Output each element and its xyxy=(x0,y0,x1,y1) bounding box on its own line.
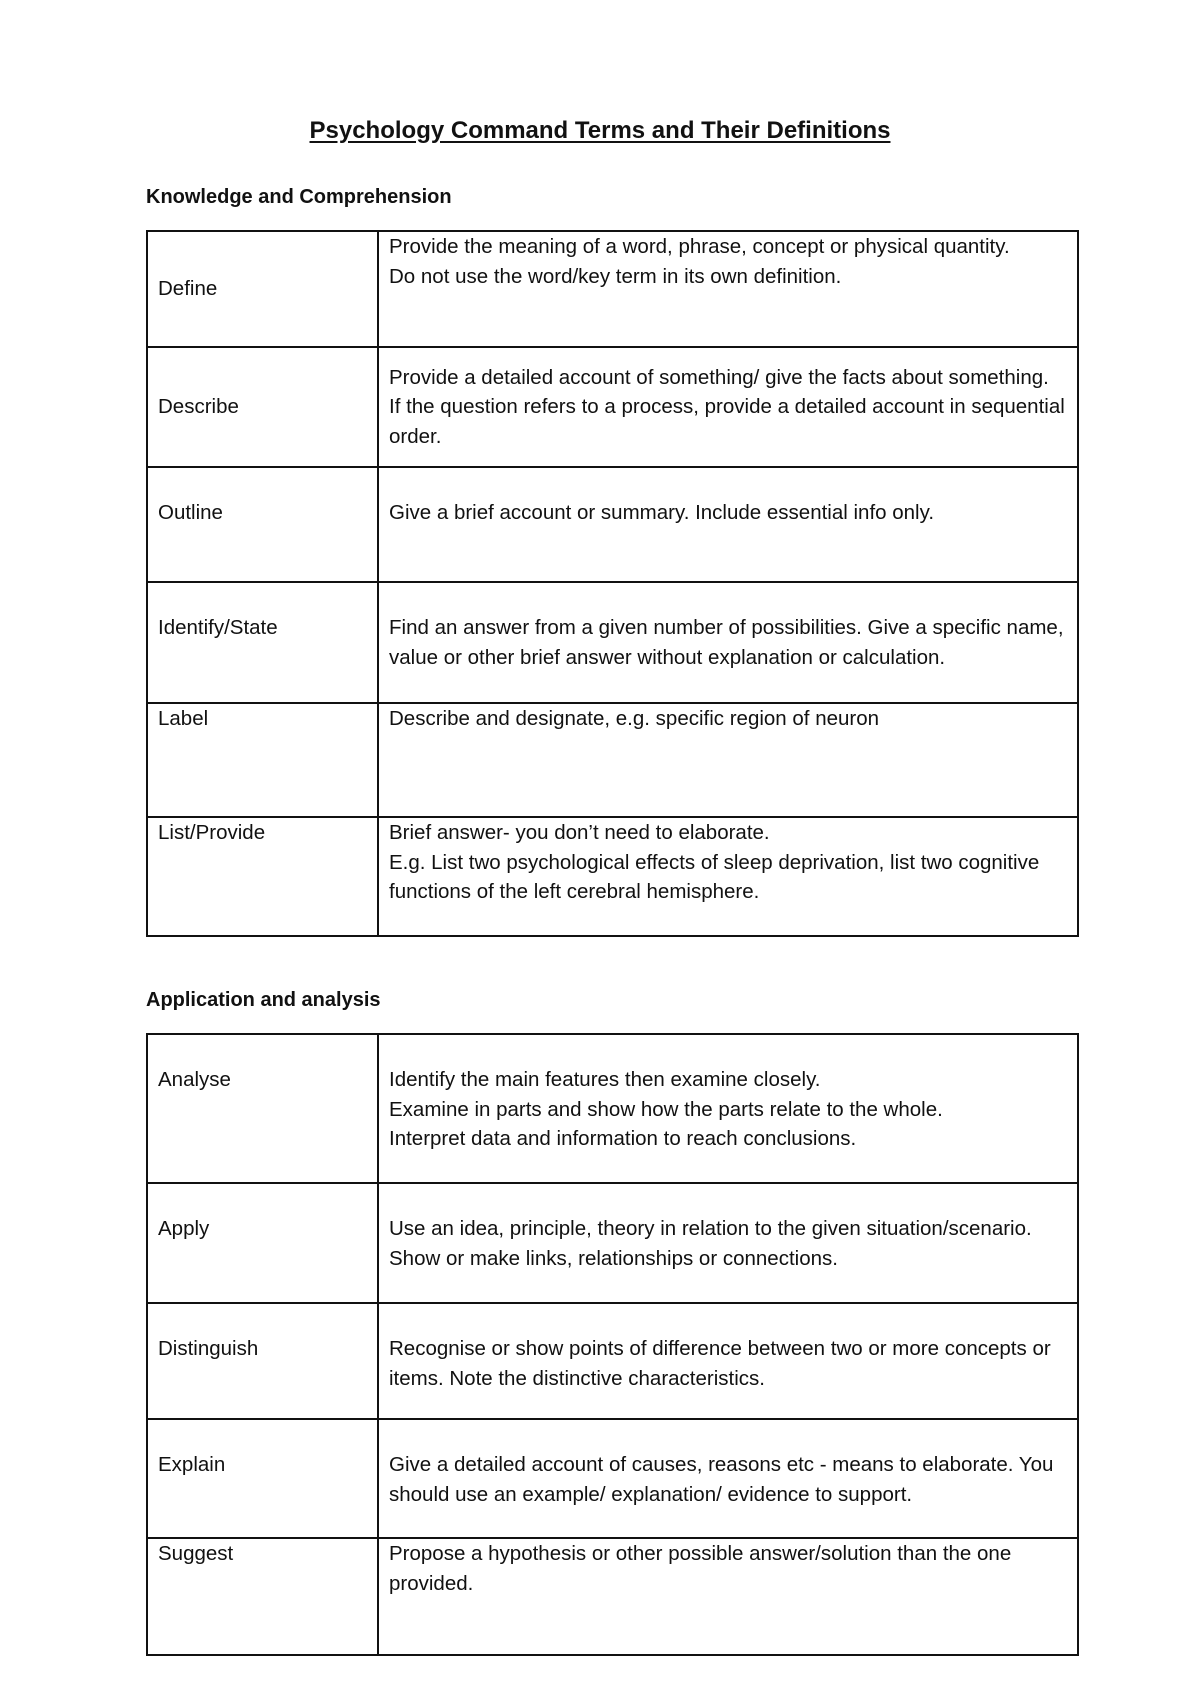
definition-cell: Use an idea, principle, theory in relation to the given situation/scenario. Show or make links, relationships or connections. xyxy=(378,1183,1078,1303)
term-cell: Label xyxy=(147,703,378,817)
section-heading-knowledge: Knowledge and Comprehension xyxy=(146,186,452,208)
table-row xyxy=(147,1034,1078,1183)
application-table xyxy=(146,1033,1079,1656)
definition-cell: Provide a detailed account of something/ give the facts about something. If the question refers to a process, provide a detailed account in sequential order. xyxy=(378,347,1078,467)
term-cell: Explain xyxy=(147,1419,378,1538)
term-cell: Suggest xyxy=(147,1538,378,1655)
table-row xyxy=(147,1538,1078,1655)
table-row xyxy=(147,817,1078,936)
table-row xyxy=(147,231,1078,347)
term-cell: Analyse xyxy=(147,1034,378,1183)
table-row xyxy=(147,1303,1078,1419)
section-heading-application: Application and analysis xyxy=(146,989,381,1011)
definition-cell: Recognise or show points of difference between two or more concepts or items. Note the distinctive characteristics. xyxy=(378,1303,1078,1419)
definition-cell: Find an answer from a given number of possibilities. Give a specific name, value or other brief answer without explanation or calculation. xyxy=(378,582,1078,703)
definition-cell: Provide the meaning of a word, phrase, concept or physical quantity. Do not use the word/key term in its own definition. xyxy=(378,231,1078,347)
term-cell: List/Provide xyxy=(147,817,378,936)
definition-cell: Propose a hypothesis or other possible answer/solution than the one provided. xyxy=(378,1538,1078,1655)
term-cell: Describe xyxy=(147,347,378,467)
table-row xyxy=(147,582,1078,703)
definition-cell: Give a detailed account of causes, reasons etc - means to elaborate. You should use an example/ explanation/ evidence to support. xyxy=(378,1419,1078,1538)
term-cell: Outline xyxy=(147,467,378,582)
definition-cell: Identify the main features then examine closely. Examine in parts and show how the parts relate to the whole. Interpret data and information to reach conclusions. xyxy=(378,1034,1078,1183)
term-cell: Apply xyxy=(147,1183,378,1303)
definition-cell: Give a brief account or summary. Include essential info only. xyxy=(378,467,1078,582)
term-cell: Distinguish xyxy=(147,1303,378,1419)
table-row xyxy=(147,467,1078,582)
term-cell: Define xyxy=(147,231,378,347)
term-cell: Identify/State xyxy=(147,582,378,703)
table-row xyxy=(147,1183,1078,1303)
table-row xyxy=(147,703,1078,817)
knowledge-table xyxy=(146,230,1079,937)
table-row xyxy=(147,1419,1078,1538)
definition-cell: Describe and designate, e.g. specific region of neuron xyxy=(378,703,1078,817)
definition-cell: Brief answer- you don’t need to elaborate. E.g. List two psychological effects of sleep deprivation, list two cognitive functions of the left cerebral hemisphere. xyxy=(378,817,1078,936)
document-title: Psychology Command Terms and Their Definitions xyxy=(309,117,891,144)
table-row xyxy=(147,347,1078,467)
